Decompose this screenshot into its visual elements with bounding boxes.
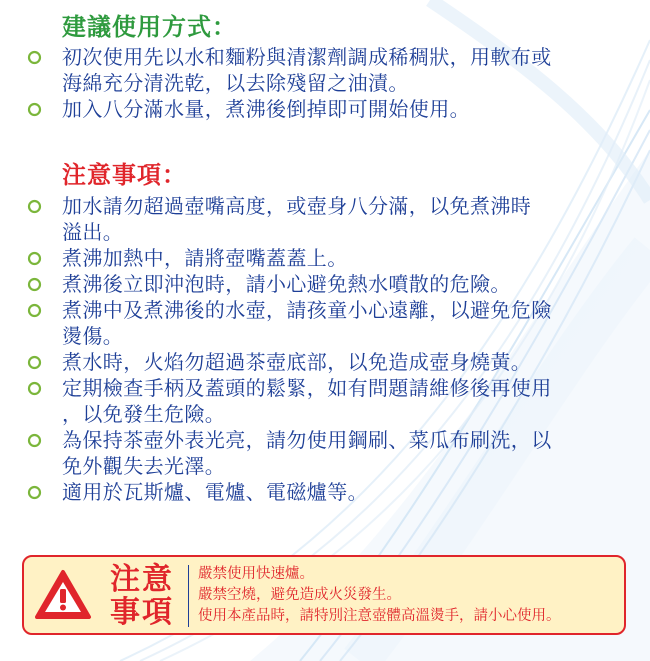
list-item-text: 為保持茶壺外表光亮，請勿使用鋼刷、菜瓜布刷洗，以 免外觀失去光澤。	[62, 428, 552, 478]
list-item	[0, 193, 568, 245]
circle-bullet-icon	[27, 303, 42, 318]
warning-title	[100, 563, 184, 629]
list-item-text: 煮沸後立即沖泡時，請小心避免熱水噴散的危險。	[62, 272, 511, 296]
circle-bullet-icon	[27, 251, 42, 266]
warning-triangle-icon	[34, 569, 92, 621]
circle-bullet-icon	[27, 433, 42, 448]
list-item-text: 適用於瓦斯爐、電爐、電磁爐等。	[62, 480, 368, 504]
list-item-text: 初次使用先以水和麵粉與清潔劑調成稀稠狀，用軟布或 海綿充分清洗乾，以去除殘留之油漬。	[62, 45, 552, 95]
divider	[188, 565, 189, 627]
list-item	[0, 375, 568, 427]
list-item-text: 加入八分滿水量，煮沸後倒掉即可開始使用。	[62, 97, 470, 121]
warning-lines	[198, 564, 618, 627]
warning-box	[22, 555, 626, 635]
circle-bullet-icon	[27, 102, 42, 117]
caution-heading: 注意事項：	[62, 161, 187, 189]
list-item	[0, 349, 568, 375]
list-item-text: 煮水時，火焰勿超過茶壺底部，以免造成壺身燒黃。	[62, 350, 532, 374]
list-item	[0, 479, 568, 505]
list-item	[0, 96, 568, 122]
list-item-text: 煮沸中及煮沸後的水壺，請孩童小心遠離，以避免危險 燙傷。	[62, 298, 552, 348]
circle-bullet-icon	[27, 50, 42, 65]
list-item-text: 煮沸加熱中，請將壺嘴蓋蓋上。	[62, 246, 348, 270]
circle-bullet-icon	[27, 381, 42, 396]
list-item-text: 加水請勿超過壺嘴高度，或壺身八分滿，以免煮沸時 溢出。	[62, 194, 532, 244]
circle-bullet-icon	[27, 485, 42, 500]
usage-heading: 建議使用方式：	[62, 13, 237, 41]
list-item	[0, 297, 568, 349]
warning-line: 使用本產品時，請特別注意壺體高溫燙手，請小心使用。	[198, 608, 561, 624]
list-item-text: 定期檢查手柄及蓋頭的鬆緊，如有問題請維修後再使用 ，以免發生危險。	[62, 376, 552, 426]
warning-title-line: 事項	[110, 595, 174, 630]
list-item	[0, 44, 568, 96]
circle-bullet-icon	[27, 355, 42, 370]
warning-line: 嚴禁使用快速爐。	[198, 566, 314, 582]
list-item	[0, 271, 568, 297]
circle-bullet-icon	[27, 199, 42, 214]
circle-bullet-icon	[27, 277, 42, 292]
list-item	[0, 427, 568, 479]
warning-line: 嚴禁空燒，避免造成火災發生。	[198, 587, 401, 603]
usage-list	[0, 44, 568, 122]
caution-list	[0, 193, 568, 505]
warning-title-line: 注意	[110, 562, 174, 597]
list-item	[0, 245, 568, 271]
